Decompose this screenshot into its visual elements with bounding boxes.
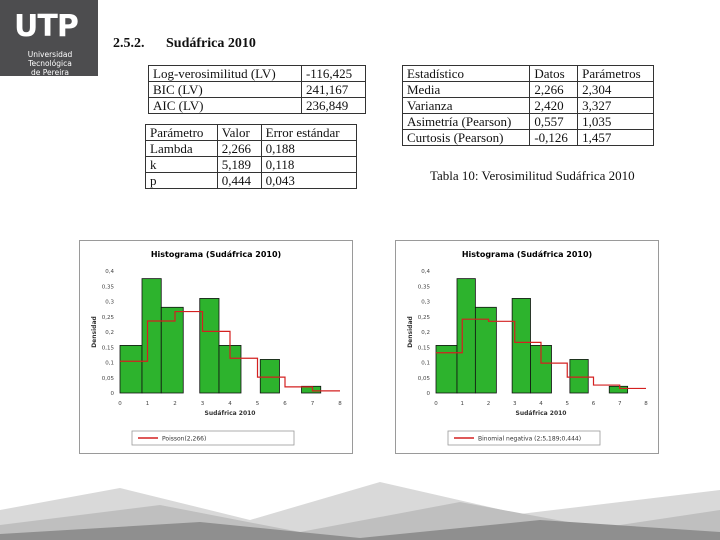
table-row <box>146 157 357 173</box>
x-tick-label: 5 <box>565 401 569 407</box>
table-cell: k <box>146 157 218 173</box>
statistics-table <box>402 65 654 146</box>
x-tick-label: 1 <box>145 401 150 407</box>
histogram-negative-binomial <box>395 240 659 454</box>
y-tick-label: 0,35 <box>417 284 430 291</box>
x-tick-label: 5 <box>255 401 260 407</box>
logo-line-1: Universidad Tecnológica <box>27 50 73 68</box>
y-tick-label: 0,35 <box>101 284 114 291</box>
table-header-row <box>146 125 357 141</box>
table-cell: 0,557 <box>530 114 578 130</box>
x-tick-label: 6 <box>591 401 596 407</box>
table-cell: Lambda <box>146 141 218 157</box>
y-tick-label: 0,2 <box>421 330 430 336</box>
table-cell: Varianza <box>403 98 530 114</box>
table-cell: 0,444 <box>217 173 261 189</box>
x-tick-label: 7 <box>618 401 622 407</box>
section-heading <box>113 36 256 52</box>
table-cell: Log-verosimilitud (LV) <box>149 66 302 82</box>
table-cell: BIC (LV) <box>149 82 302 98</box>
histogram-bar <box>120 345 142 393</box>
y-tick-label: 0 <box>110 391 114 397</box>
table-row <box>149 82 366 98</box>
table-cell: 2,266 <box>217 141 261 157</box>
y-tick-label: 0,15 <box>417 345 430 352</box>
x-axis-label: Sudáfrica 2010 <box>515 410 567 417</box>
table-cell: AIC (LV) <box>149 98 302 114</box>
table-cell: -0,126 <box>530 130 578 146</box>
table-row <box>149 98 366 114</box>
histogram-bar <box>609 386 627 393</box>
legend-label: Binomial negativa (2;5,189;0,444) <box>478 435 582 443</box>
x-tick-label: 6 <box>283 401 287 407</box>
table-cell: 0,188 <box>261 141 356 157</box>
x-tick-label: 7 <box>310 401 315 407</box>
y-tick-label: 0,4 <box>105 269 114 275</box>
y-tick-label: 0,1 <box>105 360 114 367</box>
x-tick-label: 2 <box>486 401 491 407</box>
y-axis-label: Densidad <box>91 316 98 348</box>
y-tick-label: 0,25 <box>417 314 430 321</box>
likelihood-table <box>148 65 366 114</box>
table-row <box>403 82 654 98</box>
table-row <box>403 130 654 146</box>
table-cell: Curtosis (Pearson) <box>403 130 530 146</box>
footer-decoration <box>0 470 720 540</box>
x-tick-label: 4 <box>539 401 543 407</box>
x-tick-label: 0 <box>118 401 122 407</box>
table-header-cell: Datos <box>530 66 578 82</box>
y-tick-label: 0,4 <box>421 269 430 275</box>
y-tick-label: 0,2 <box>105 330 114 336</box>
table-cell: 1,035 <box>578 114 654 130</box>
table-cell: Asimetría (Pearson) <box>403 114 530 130</box>
x-tick-label: 3 <box>200 401 205 407</box>
table-cell: 0,118 <box>261 157 356 173</box>
y-axis-label: Densidad <box>407 316 414 348</box>
chart-svg <box>80 241 352 453</box>
y-tick-label: 0,3 <box>105 299 114 306</box>
x-tick-label: 2 <box>173 401 177 407</box>
section-title: Sudáfrica 2010 <box>166 36 256 51</box>
logo-mark: UTP <box>14 9 78 44</box>
histogram-bar <box>570 359 588 393</box>
table-cell: 1,457 <box>578 130 654 146</box>
table-caption: Tabla 10: Verosimilitud Sudáfrica 2010 <box>430 168 635 183</box>
table-cell: 2,304 <box>578 82 654 98</box>
parameters-table <box>145 124 357 189</box>
table-header-row <box>403 66 654 82</box>
y-tick-label: 0,05 <box>417 375 430 382</box>
table-row <box>403 114 654 130</box>
table-row <box>146 141 357 157</box>
chart-title: Histograma (Sudáfrica 2010) <box>150 250 282 259</box>
x-tick-label: 0 <box>434 401 438 407</box>
table-cell: 2,266 <box>530 82 578 98</box>
table-cell: 5,189 <box>217 157 261 173</box>
table-cell: Media <box>403 82 530 98</box>
y-tick-label: 0,15 <box>101 345 114 352</box>
table-cell: 241,167 <box>301 82 365 98</box>
y-tick-label: 0,05 <box>101 375 114 382</box>
logo-line-2: de Pereira <box>31 68 69 77</box>
table-cell: p <box>146 173 218 189</box>
x-tick-label: 8 <box>338 401 342 407</box>
histogram-bar <box>457 279 475 393</box>
x-axis-label: Sudáfrica 2010 <box>204 410 256 417</box>
y-tick-label: 0 <box>426 391 430 397</box>
y-tick-label: 0,1 <box>421 360 430 367</box>
x-tick-label: 1 <box>460 401 464 407</box>
table-cell: 2,420 <box>530 98 578 114</box>
chart-svg <box>396 241 658 453</box>
histogram-bar <box>161 307 183 393</box>
table-header-cell: Error estándar <box>261 125 356 141</box>
x-tick-label: 8 <box>644 401 648 407</box>
table-cell: 3,327 <box>578 98 654 114</box>
table-header-cell: Parámetros <box>578 66 654 82</box>
table-cell: 236,849 <box>301 98 365 114</box>
table-header-cell: Estadístico <box>403 66 530 82</box>
table-header-cell: Valor <box>217 125 261 141</box>
histogram-poisson <box>79 240 353 454</box>
table-row <box>149 66 366 82</box>
utp-logo <box>0 0 98 76</box>
x-tick-label: 3 <box>513 401 517 407</box>
y-tick-label: 0,25 <box>101 314 114 321</box>
table-row <box>403 98 654 114</box>
section-number: 2.5.2. <box>113 36 145 51</box>
histogram-bar <box>475 307 496 393</box>
legend-label: Poisson(2,266) <box>162 435 207 443</box>
histogram-bar <box>260 359 279 393</box>
chart-title: Histograma (Sudáfrica 2010) <box>461 250 593 259</box>
y-tick-label: 0,3 <box>421 299 430 306</box>
logo-subtitle <box>10 50 90 77</box>
x-tick-label: 4 <box>228 401 232 407</box>
table-cell: -116,425 <box>301 66 365 82</box>
histogram-bar <box>142 279 161 393</box>
table-row <box>146 173 357 189</box>
table-cell: 0,043 <box>261 173 356 189</box>
table-header-cell: Parámetro <box>146 125 218 141</box>
histogram-bar <box>512 298 530 393</box>
